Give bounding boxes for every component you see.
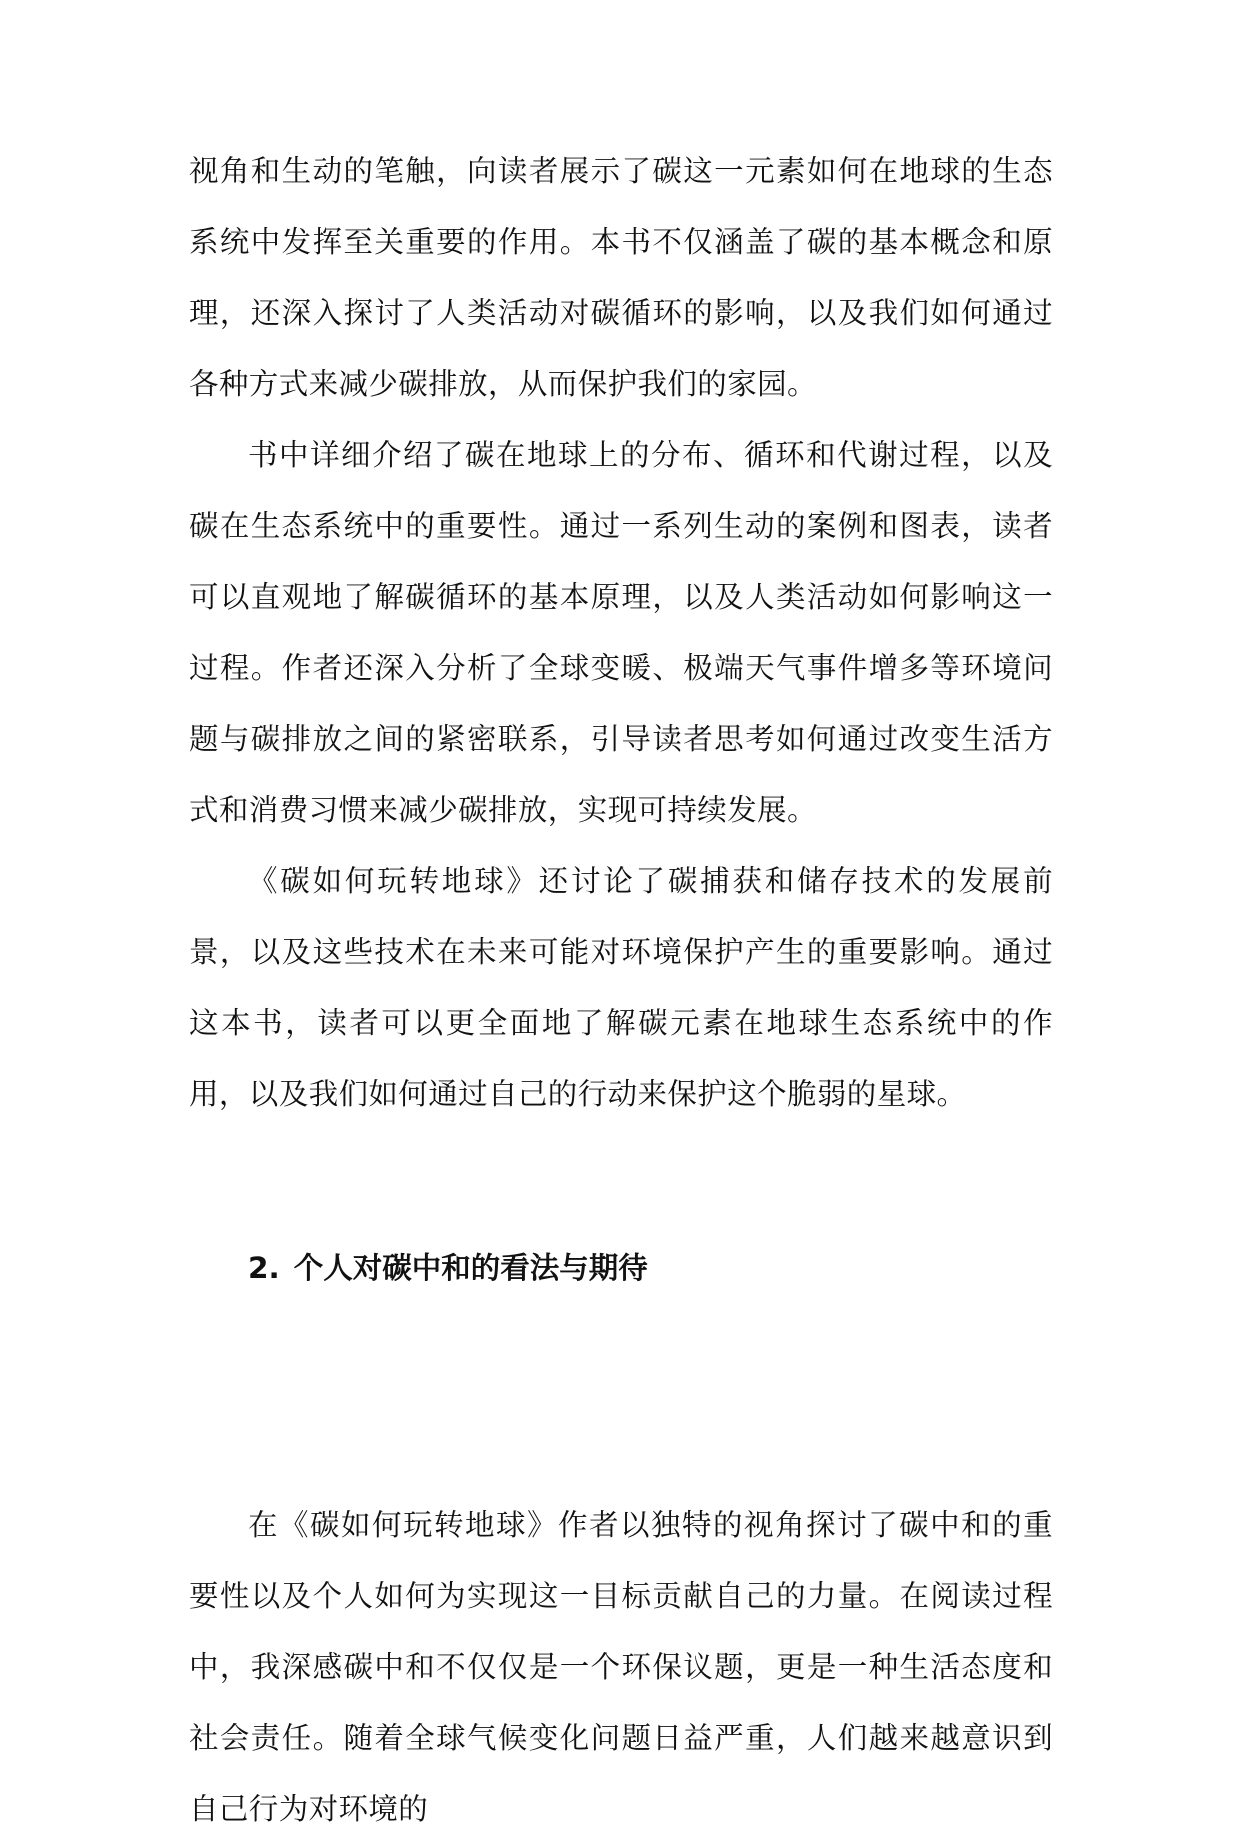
body-text-section	[189, 1490, 1053, 1845]
section-heading	[248, 1233, 1048, 1304]
paragraph-continued: 视角和生动的笔触，向读者展示了碳这一元素如何在地球的生态系统中发挥至关重要的作用。本书不仅涵盖了碳的基本概念和原理，还深入探讨了人类活动对碳循环的影响，以及我们如何通过各种方式来减少碳排放，从而保护我们的家园。	[189, 154, 1053, 401]
paragraph-carbon-neutrality: 在《碳如何玩转地球》作者以独特的视角探讨了碳中和的重要性以及个人如何为实现这一目标贡献自己的力量。在阅读过程中，我深感碳中和不仅仅是一个环保议题，更是一种生活态度和社会责任。随着全球气候变化问题日益严重，人们越来越意识到自己行为对环境的	[189, 1508, 1053, 1826]
section-title: 个人对碳中和的看法与期待	[293, 1251, 648, 1285]
paragraph-carbon-cycle: 书中详细介绍了碳在地球上的分布、循环和代谢过程，以及碳在生态系统中的重要性。通过一系列生动的案例和图表，读者可以直观地了解碳循环的基本原理，以及人类活动如何影响这一过程。作者还深入分析了全球变暖、极端天气事件增多等环境问题与碳排放之间的紧密联系，引导读者思考如何通过改变生活方式和消费习惯来减少碳排放，实现可持续发展。	[189, 438, 1053, 827]
section-number: 2.	[248, 1251, 280, 1285]
body-text-top	[189, 136, 1053, 1130]
paragraph-carbon-capture: 《碳如何玩转地球》还讨论了碳捕获和储存技术的发展前景，以及这些技术在未来可能对环境保护产生的重要影响。通过这本书，读者可以更全面地了解碳元素在地球生态系统中的作用，以及我们如何通过自己的行动来保护这个脆弱的星球。	[189, 864, 1053, 1111]
